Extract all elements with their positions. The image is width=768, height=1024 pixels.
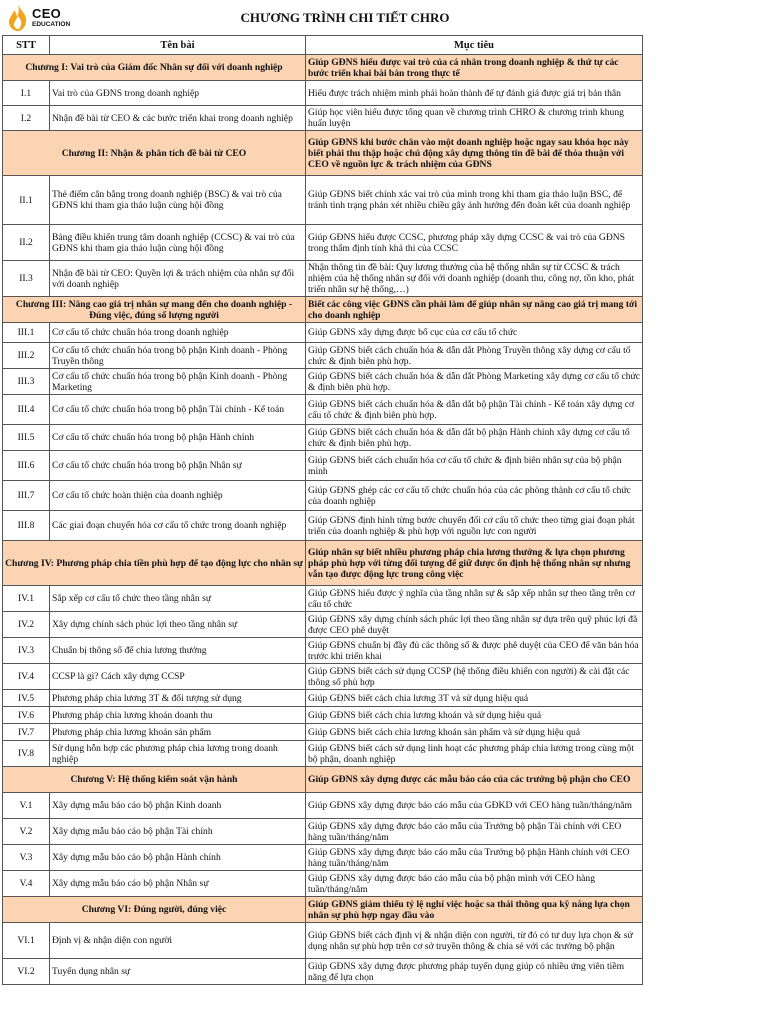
- table-body: [3, 55, 643, 985]
- lesson-number: II.3: [3, 261, 50, 297]
- lesson-number: IV.5: [3, 690, 50, 707]
- lesson-number: III.2: [3, 343, 50, 369]
- logo-sub-text: EDUCATION: [32, 21, 71, 28]
- table-row: [3, 511, 643, 541]
- lesson-name: Cơ cấu tổ chức hoàn thiện của doanh nghiệp: [50, 481, 306, 511]
- table-row: [3, 741, 643, 767]
- lesson-number: V.3: [3, 845, 50, 871]
- lesson-name: Cơ cấu tổ chức chuẩn hóa trong doanh nghiệp: [50, 323, 306, 343]
- lesson-goal: Giúp GĐNS xây dựng được báo cáo mẫu của Trưởng bộ phận Hành chính với CEO hàng tuần/tháng/năm: [306, 845, 643, 871]
- table-row: [3, 923, 643, 959]
- lesson-goal: Giúp GĐNS biết cách chia lương 3T và sử dụng hiệu quả: [306, 690, 643, 707]
- table-row: [3, 845, 643, 871]
- lesson-goal: Giúp GĐNS biết cách chuẩn hóa & dẫn dắt Phòng Truyền thông xây dựng cơ cấu tổ chức & định biên phù hợp.: [306, 343, 643, 369]
- chapter-goal: Biết các công việc GĐNS cần phải làm để giúp nhân sự nâng cao giá trị mang tới cho doanh nghiệp: [306, 297, 643, 323]
- lesson-goal: Nhận thông tin đề bài: Quy lương thưởng của hệ thống nhân sự từ CCSC & trách nhiệm của hệ thống nhân sự đối với doanh nghiệp (doanh thu, công nợ, tồn kho, phát triển nhân sự hệ thống,…): [306, 261, 643, 297]
- lesson-goal: Giúp GĐNS biết cách chia lương khoán và sử dụng hiệu quả: [306, 707, 643, 724]
- lesson-number: VI.2: [3, 959, 50, 985]
- lesson-goal: Giúp GĐNS xây dựng được báo cáo mẫu của Trưởng bộ phận Tài chính với CEO hàng tuần/tháng/năm: [306, 819, 643, 845]
- table-row: [3, 323, 643, 343]
- table-row: [3, 690, 643, 707]
- lesson-number: IV.6: [3, 707, 50, 724]
- lesson-name: Vai trò của GĐNS trong doanh nghiệp: [50, 81, 306, 106]
- lesson-goal: Giúp GĐNS biết cách chuẩn hóa & dẫn dắt Phòng Marketing xây dựng cơ cấu tổ chức & định biên phù hợp.: [306, 369, 643, 395]
- lesson-name: Xây dựng mẫu báo cáo bộ phận Nhân sự: [50, 871, 306, 897]
- table-row: [3, 612, 643, 638]
- table-row: [3, 343, 643, 369]
- lesson-goal: Giúp GĐNS biết cách sử dụng CCSP (hệ thống điều khiển con người) & cài đặt các thông số phù hợp: [306, 664, 643, 690]
- chapter-title: Chương II: Nhận & phân tích đề bài từ CEO: [3, 131, 306, 176]
- table-row: [3, 959, 643, 985]
- lesson-name: Tuyển dụng nhân sự: [50, 959, 306, 985]
- lesson-goal: Giúp GĐNS biết chính xác vai trò của mình trong khi tham gia thảo luận BSC, để tránh tình trạng phản xét nhiều chiều gây ảnh hưởng đến đoàn kết của doanh nghiệp: [306, 176, 643, 225]
- table-row: [3, 793, 643, 819]
- lesson-goal: Giúp GĐNS chuẩn bị đầy đủ các thông số & được phê duyệt của CEO để văn bản hóa trước khi triển khai: [306, 638, 643, 664]
- table-row: [3, 176, 643, 225]
- lesson-number: V.1: [3, 793, 50, 819]
- lesson-name: Cơ cấu tổ chức chuẩn hóa trong bộ phận Tài chính - Kế toán: [50, 395, 306, 425]
- chapter-row: [3, 767, 643, 793]
- table-row: [3, 871, 643, 897]
- header-name: Tên bài: [50, 36, 306, 55]
- table-row: [3, 369, 643, 395]
- lesson-goal: Giúp GĐNS biết cách chuẩn hóa & dẫn dắt bộ phận Tài chính - Kế toán xây dựng cơ cấu tổ chức & định biên phù hợp.: [306, 395, 643, 425]
- lesson-name: Thẻ điểm cân bằng trong doanh nghiệp (BSC) & vai trò của GĐNS khi tham gia thảo luận cùng hội đồng: [50, 176, 306, 225]
- lesson-goal: Giúp GĐNS định hình từng bước chuyển đổi cơ cấu tổ chức theo từng giai đoạn phát triển của doanh nghiệp & phù hợp với nguồn lực con người: [306, 511, 643, 541]
- table-row: [3, 106, 643, 131]
- chapter-title: Chương III: Nâng cao giá trị nhân sự mang đến cho doanh nghiệp - Đúng việc, đúng số lượng người: [3, 297, 306, 323]
- lesson-number: III.6: [3, 451, 50, 481]
- lesson-number: IV.2: [3, 612, 50, 638]
- curriculum-table: [2, 35, 643, 985]
- table-row: [3, 707, 643, 724]
- chapter-row: [3, 541, 643, 586]
- lesson-number: III.7: [3, 481, 50, 511]
- table-row: [3, 261, 643, 297]
- table-row: [3, 395, 643, 425]
- lesson-goal: Giúp GĐNS xây dựng chính sách phúc lợi theo tầng nhân sự dựa trên quỹ phúc lợi đã được CEO phê duyệt: [306, 612, 643, 638]
- lesson-name: Chuẩn bị thông số để chia lương thưởng: [50, 638, 306, 664]
- chapter-goal: Giúp nhân sự biết nhiều phương pháp chia lương thưởng & lựa chọn phương pháp phù hợp với từng đối tượng để giữ được ổn định hệ thống nhân sự nhưng vẫn tạo được động lực trong công việc: [306, 541, 643, 586]
- lesson-number: I.2: [3, 106, 50, 131]
- table-row: [3, 425, 643, 451]
- lesson-number: VI.1: [3, 923, 50, 959]
- table-header-row: [3, 36, 643, 55]
- table-row: [3, 225, 643, 261]
- lesson-number: IV.3: [3, 638, 50, 664]
- lesson-number: IV.8: [3, 741, 50, 767]
- lesson-name: Bảng điều khiển trung tâm doanh nghiệp (CCSC) & vai trò của GĐNS khi tham gia thảo luận cùng hội đồng: [50, 225, 306, 261]
- lesson-name: Xây dựng mẫu báo cáo bộ phận Kinh doanh: [50, 793, 306, 819]
- chapter-goal: Giúp GĐNS giảm thiểu tỷ lệ nghỉ việc hoặc sa thải thông qua kỹ năng lựa chọn nhân sự phù hợp ngay đầu vào: [306, 897, 643, 923]
- chapter-goal: Giúp GĐNS xây dựng được các mẫu báo cáo của các trưởng bộ phận cho CEO: [306, 767, 643, 793]
- lesson-number: III.5: [3, 425, 50, 451]
- lesson-name: Xây dựng chính sách phúc lợi theo tầng nhân sự: [50, 612, 306, 638]
- lesson-goal: Giúp GĐNS biết cách chia lương khoán sản phẩm và sử dụng hiệu quả: [306, 724, 643, 741]
- header-goal: Mục tiêu: [306, 36, 643, 55]
- chapter-row: [3, 297, 643, 323]
- logo-brand-text: CEO: [32, 6, 62, 21]
- lesson-goal: Giúp GĐNS biết cách chuẩn hóa cơ cấu tổ chức & định biên nhân sự của bộ phận mình: [306, 451, 643, 481]
- chapter-title: Chương VI: Đúng người, đúng việc: [3, 897, 306, 923]
- table-row: [3, 819, 643, 845]
- lesson-goal: Giúp GĐNS ghép các cơ cấu tổ chức chuẩn hóa của các phòng thành cơ cấu tổ chức của doanh nghiệp: [306, 481, 643, 511]
- lesson-number: III.8: [3, 511, 50, 541]
- lesson-name: CCSP là gì? Cách xây dựng CCSP: [50, 664, 306, 690]
- page-title: CHƯƠNG TRÌNH CHI TIẾT CHRO: [240, 10, 450, 25]
- lesson-number: II.1: [3, 176, 50, 225]
- lesson-goal: Giúp GĐNS biết cách chuẩn hóa & dẫn dắt bộ phận Hành chính xây dựng cơ cấu tổ chức & định biên phù hợp.: [306, 425, 643, 451]
- lesson-number: IV.1: [3, 586, 50, 612]
- lesson-name: Cơ cấu tổ chức chuẩn hóa trong bộ phận Kinh doanh - Phòng Truyền thông: [50, 343, 306, 369]
- lesson-goal: Giúp GĐNS xây dựng được phương pháp tuyển dụng giúp có nhiều ứng viên tiềm năng để lựa chọn: [306, 959, 643, 985]
- table-row: [3, 451, 643, 481]
- chapter-title: Chương V: Hệ thống kiểm soát vận hành: [3, 767, 306, 793]
- lesson-name: Định vị & nhận diện con người: [50, 923, 306, 959]
- chapter-row: [3, 55, 643, 81]
- chapter-goal: Giúp GĐNS hiểu được vai trò của cá nhân trong doanh nghiệp & thứ tự các bước triển khai bài bản trong thực tế: [306, 55, 643, 81]
- lesson-number: III.4: [3, 395, 50, 425]
- chapter-row: [3, 897, 643, 923]
- lesson-goal: Giúp GĐNS xây dựng được bố cục của cơ cấu tổ chức: [306, 323, 643, 343]
- table-row: [3, 638, 643, 664]
- lesson-goal: Giúp GĐNS xây dựng được báo cáo mẫu của bộ phận mình với CEO hàng tuần/tháng/năm: [306, 871, 643, 897]
- table-row: [3, 724, 643, 741]
- chapter-goal: Giúp GĐNS khi bước chân vào một doanh nghiệp hoặc ngay sau khóa học này biết phải thu thập hoặc chủ động xây dựng thông tin đề bài để thỏa thuận với CEO về nguồn lực & trách nhiệm của GĐNS: [306, 131, 643, 176]
- lesson-number: I.1: [3, 81, 50, 106]
- lesson-name: Nhận đề bài từ CEO: Quyền lợi & trách nhiệm của nhân sự đối với doanh nghiệp: [50, 261, 306, 297]
- lesson-number: III.3: [3, 369, 50, 395]
- lesson-name: Xây dựng mẫu báo cáo bộ phận Tài chính: [50, 819, 306, 845]
- lesson-goal: Giúp GĐNS hiểu được ý nghĩa của tầng nhân sự & sắp xếp nhân sự theo tầng trên cơ cấu tổ chức: [306, 586, 643, 612]
- lesson-number: IV.7: [3, 724, 50, 741]
- lesson-name: Xây dựng mẫu báo cáo bộ phận Hành chính: [50, 845, 306, 871]
- lesson-number: V.2: [3, 819, 50, 845]
- lesson-name: Sắp xếp cơ cấu tổ chức theo tầng nhân sự: [50, 586, 306, 612]
- chapter-row: [3, 131, 643, 176]
- lesson-name: Phương pháp chia lương 3T & đối tượng sử dụng: [50, 690, 306, 707]
- chapter-title: Chương IV: Phương pháp chia tiền phù hợp để tạo động lực cho nhân sự: [3, 541, 306, 586]
- lesson-number: II.2: [3, 225, 50, 261]
- header-stt: STT: [3, 36, 50, 55]
- lesson-goal: Giúp GĐNS xây dựng được báo cáo mẫu của GĐKD với CEO hàng tuần/tháng/năm: [306, 793, 643, 819]
- lesson-name: Sử dụng hỗn hợp các phương pháp chia lương trong doanh nghiệp: [50, 741, 306, 767]
- table-row: [3, 664, 643, 690]
- lesson-goal: Hiểu được trách nhiệm mình phải hoàn thành để tự đánh giá được giá trị bản thân: [306, 81, 643, 106]
- lesson-goal: Giúp GĐNS biết cách sử dụng linh hoạt các phương pháp chia lương trong cùng một bộ phận, doanh nghiệp: [306, 741, 643, 767]
- lesson-name: Cơ cấu tổ chức chuẩn hóa trong bộ phận Nhân sự: [50, 451, 306, 481]
- chapter-title: Chương I: Vai trò của Giám đốc Nhân sự đối với doanh nghiệp: [3, 55, 306, 81]
- lesson-name: Phương pháp chia lương khoán doanh thu: [50, 707, 306, 724]
- lesson-name: Cơ cấu tổ chức chuẩn hóa trong bộ phận Kinh doanh - Phòng Marketing: [50, 369, 306, 395]
- lesson-number: V.4: [3, 871, 50, 897]
- table-row: [3, 81, 643, 106]
- table-row: [3, 586, 643, 612]
- table-row: [3, 481, 643, 511]
- lesson-name: Phương pháp chia lương khoán sản phẩm: [50, 724, 306, 741]
- lesson-goal: Giúp GĐNS hiểu được CCSC, phương pháp xây dựng CCSC & vai trò của GĐNS trong thẩm định tính khả thi của CCSC: [306, 225, 643, 261]
- lesson-name: Nhận đề bài từ CEO & các bước triển khai trong doanh nghiệp: [50, 106, 306, 131]
- lesson-goal: Giúp GĐNS biết cách định vị & nhận diện con người, từ đó có tư duy lựa chọn & sử dụng nhân sự phù hợp trên cơ sở truyền thông & chia sẻ với các trưởng bộ phận: [306, 923, 643, 959]
- lesson-goal: Giúp học viên hiểu được tổng quan về chương trình CHRO & chương trình khung huấn luyện: [306, 106, 643, 131]
- lesson-name: Các giai đoạn chuyển hóa cơ cấu tổ chức trong doanh nghiệp: [50, 511, 306, 541]
- lesson-number: IV.4: [3, 664, 50, 690]
- lesson-name: Cơ cấu tổ chức chuẩn hóa trong bộ phận Hành chính: [50, 425, 306, 451]
- lesson-number: III.1: [3, 323, 50, 343]
